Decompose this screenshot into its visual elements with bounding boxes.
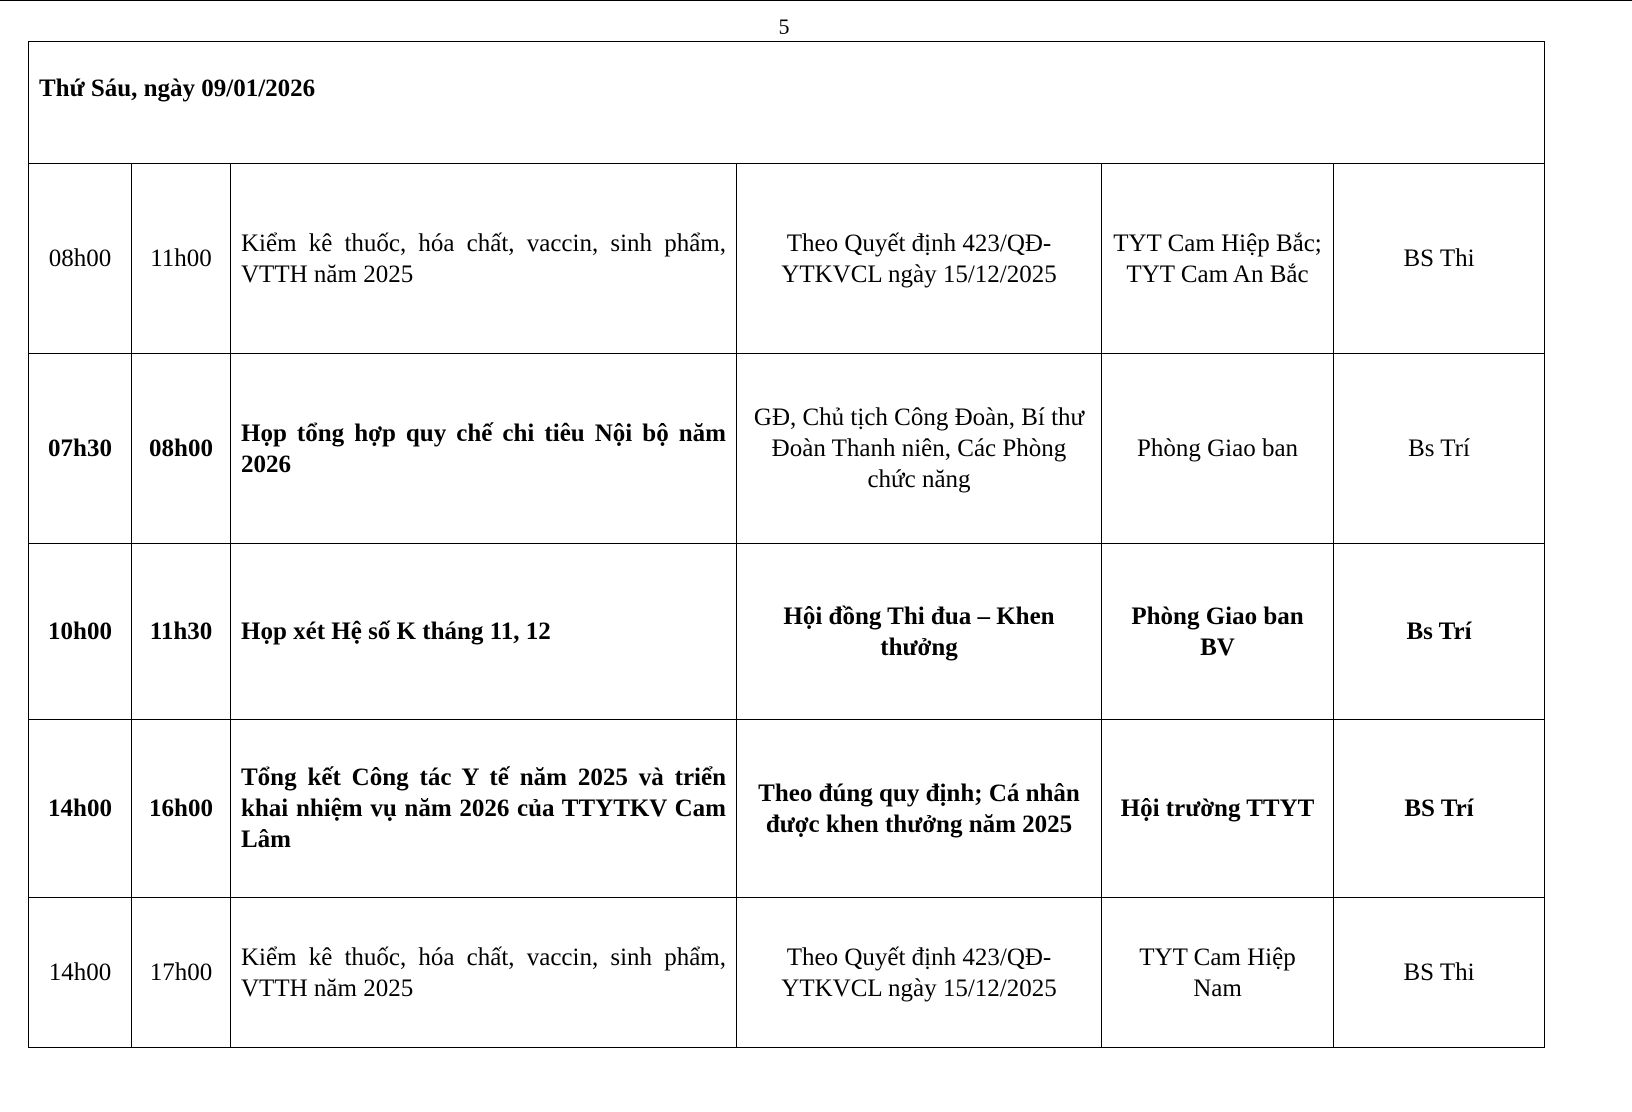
start-time: 10h00 xyxy=(29,544,132,720)
table-row xyxy=(29,354,1545,544)
end-time: 11h30 xyxy=(132,544,231,720)
chair-cell: BS Thi xyxy=(1334,164,1545,354)
end-time: 17h00 xyxy=(132,898,231,1048)
content-cell: Họp tổng hợp quy chế chi tiêu Nội bộ năm 2026 xyxy=(231,354,737,544)
content-cell: Kiểm kê thuốc, hóa chất, vaccin, sinh phẩm, VTTH năm 2025 xyxy=(231,898,737,1048)
location-cell: TYT Cam Hiệp Bắc; TYT Cam An Bắc xyxy=(1102,164,1334,354)
start-time: 14h00 xyxy=(29,720,132,898)
start-time: 08h00 xyxy=(29,164,132,354)
table-row xyxy=(29,898,1545,1048)
day-header-row xyxy=(29,42,1545,164)
chair-cell: Bs Trí xyxy=(1334,544,1545,720)
location-cell: Hội trường TTYT xyxy=(1102,720,1334,898)
content-cell: Kiểm kê thuốc, hóa chất, vaccin, sinh phẩm, VTTH năm 2025 xyxy=(231,164,737,354)
table-row xyxy=(29,164,1545,354)
content-cell: Họp xét Hệ số K tháng 11, 12 xyxy=(231,544,737,720)
page-number: 5 xyxy=(778,14,790,39)
start-time: 14h00 xyxy=(29,898,132,1048)
table-row xyxy=(29,544,1545,720)
schedule-table xyxy=(28,41,1545,1048)
participants-cell: Hội đồng Thi đua – Khen thưởng xyxy=(737,544,1102,720)
location-cell: Phòng Giao ban BV xyxy=(1102,544,1334,720)
top-rule xyxy=(0,0,1632,1)
table-row xyxy=(29,720,1545,898)
participants-cell: GĐ, Chủ tịch Công Đoàn, Bí thư Đoàn Thanh niên, Các Phòng chức năng xyxy=(737,354,1102,544)
chair-cell: Bs Trí xyxy=(1334,354,1545,544)
participants-cell: Theo Quyết định 423/QĐ-YTKVCL ngày 15/12/2025 xyxy=(737,898,1102,1048)
day-header: Thứ Sáu, ngày 09/01/2026 xyxy=(29,42,1545,164)
participants-cell: Theo Quyết định 423/QĐ-YTKVCL ngày 15/12/2025 xyxy=(737,164,1102,354)
location-cell: TYT Cam Hiệp Nam xyxy=(1102,898,1334,1048)
end-time: 16h00 xyxy=(132,720,231,898)
start-time: 07h30 xyxy=(29,354,132,544)
end-time: 11h00 xyxy=(132,164,231,354)
participants-cell: Theo đúng quy định; Cá nhân được khen thưởng năm 2025 xyxy=(737,720,1102,898)
chair-cell: BS Trí xyxy=(1334,720,1545,898)
location-cell: Phòng Giao ban xyxy=(1102,354,1334,544)
content-cell: Tổng kết Công tác Y tế năm 2025 và triển khai nhiệm vụ năm 2026 của TTYTKV Cam Lâm xyxy=(231,720,737,898)
end-time: 08h00 xyxy=(132,354,231,544)
chair-cell: BS Thi xyxy=(1334,898,1545,1048)
